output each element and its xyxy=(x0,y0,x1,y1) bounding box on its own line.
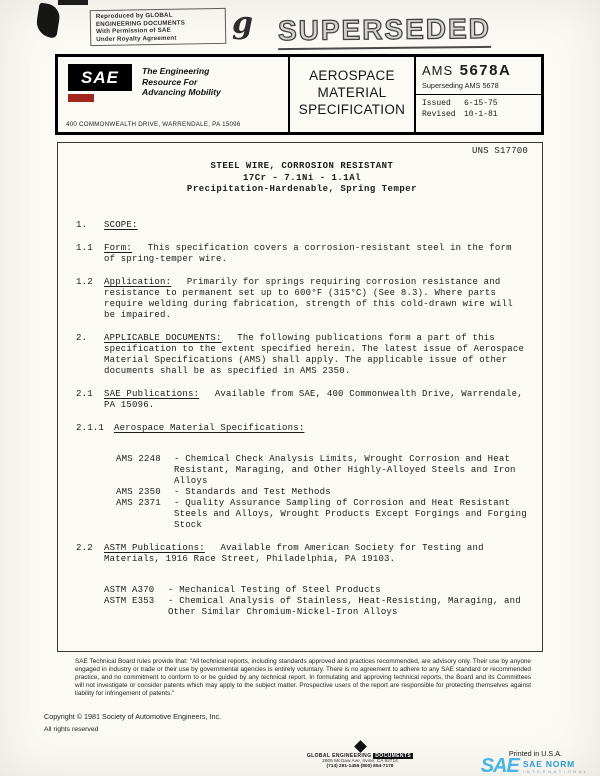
saenorm-logo xyxy=(481,757,587,775)
specification-body-box xyxy=(57,142,543,652)
rights-line: All rights reserved xyxy=(44,726,99,733)
section-application xyxy=(76,277,528,321)
superseded-stamp: SUPERSEDED xyxy=(278,15,491,50)
doc-code: AMS 2371 xyxy=(116,497,161,508)
revised-label: Revised xyxy=(422,110,456,119)
saenorm-logo-icon: SAE xyxy=(480,755,519,776)
section-sae-publications xyxy=(76,389,528,411)
section-label: Application: xyxy=(104,276,172,287)
section-number: 2.1.1 xyxy=(76,422,105,433)
section-label: Form: xyxy=(104,242,133,253)
section-label: ASTM Publications: xyxy=(104,542,205,553)
global-logo-icon: g xyxy=(232,6,253,41)
sae-logo-red-bar xyxy=(68,94,94,102)
scan-smudge xyxy=(58,0,88,5)
global-name-text: GLOBAL ENGINEERING xyxy=(306,753,374,759)
header-box xyxy=(55,54,544,135)
section-label: Aerospace Material Specifications: xyxy=(114,422,305,433)
doc-type-line: SPECIFICATION xyxy=(298,102,406,117)
saenorm-name: SAE NORM xyxy=(522,759,576,769)
sae-address: 400 COMMONWEALTH DRIVE, WARRENDALE, PA 15096 xyxy=(66,121,241,128)
list-item xyxy=(104,596,528,618)
section-text: Available from SAE, 400 Commonwealth Drive, Warrendale, PA 15096. xyxy=(104,388,523,410)
section-number: 1. xyxy=(76,219,88,230)
uns-number: UNS S17700 xyxy=(471,146,528,156)
saenorm-text-block xyxy=(523,757,587,774)
doc-desc: - Quality Assurance Sampling of Corrosion and Heat Resistant Steels and Alloys, Wrought Products Except Forgings and Forging Stock xyxy=(174,497,527,530)
header-left-cell xyxy=(58,57,288,132)
saenorm-subtitle: I N T E R N A T I O N A L xyxy=(522,769,587,774)
section-form xyxy=(76,243,528,265)
global-name-highlight: DOCUMENTS xyxy=(375,753,412,759)
doc-type-line: AEROSPACE xyxy=(309,68,395,83)
section-applicable-documents xyxy=(76,333,528,377)
section-astm-publications xyxy=(76,543,528,565)
doc-code: ASTM A370 xyxy=(104,584,155,595)
list-item xyxy=(116,498,528,531)
section-text: This specification covers a corrosion-resistant steel in the form of spring-temper wire. xyxy=(104,242,512,264)
doc-code: AMS 2350 xyxy=(116,486,161,497)
header-right-cell xyxy=(414,57,541,132)
list-item xyxy=(116,487,528,498)
technical-board-rules: SAE Technical Board rules provide that: "All technical reports, including standards approved and practices recommended, are advisory only. Their use by anyone engaged in industry or trade or their use by governmental agencies is entirely voluntary. There is no agreement to adhere to any SAE standard or recommended practice, and no commitment to conform to or be guided by any technical report. In formulating and approving technical reports, the Board and its Committees will not investigate or consider patents which may apply to the subject matter. Prospective users of the report are responsible for protecting themselves against liability for infringement of patents." xyxy=(75,658,531,697)
revised-date: 10-1-81 xyxy=(464,110,498,119)
spec-title-line: Precipitation-Hardenable, Spring Temper xyxy=(186,184,418,194)
doc-number-prefix: AMS xyxy=(422,63,454,78)
section-text: Available from American Society for Testing and Materials, 1916 Race Street, Philadelphia, PA 19103. xyxy=(104,542,484,564)
sae-tagline xyxy=(142,66,221,98)
global-engineering-stamp xyxy=(285,742,435,769)
astm-document-list xyxy=(104,585,528,618)
stamp-line: Reproduced by GLOBAL xyxy=(95,11,173,21)
doc-type-line: MATERIAL xyxy=(317,85,387,100)
issued-label: Issued xyxy=(422,99,451,108)
global-phone: (714) 261-1455 (800) 854-7179 xyxy=(326,764,394,769)
issue-dates xyxy=(416,95,541,123)
tagline-line: The Engineering xyxy=(142,66,210,76)
revised-row xyxy=(422,109,535,120)
doc-desc: - Chemical Analysis of Stainless, Heat-Resisting, Maraging, and Other Similar Chromium-Nickel-Iron Alloys xyxy=(168,595,521,617)
section-label: SCOPE: xyxy=(104,219,138,230)
sae-logo-icon: SAE xyxy=(68,64,132,91)
section-text: The following publications form a part of this specification to the extent specified herein. The latest issue of Aerospace Material Specifications (AMS) shall apply. The applicable issue of other documents shall be as specified in AMS 2350. xyxy=(104,332,525,376)
doc-code: ASTM E353 xyxy=(104,595,155,606)
section-number: 2.2 xyxy=(76,542,93,553)
copyright-line: Copyright © 1981 Society of Automotive Engineers, Inc. xyxy=(44,712,222,721)
stamp-line: ENGINEERING DOCUMENTS xyxy=(95,19,186,28)
specification-body xyxy=(58,143,542,618)
spec-title xyxy=(76,161,528,196)
global-diamond-icon xyxy=(354,740,367,753)
stamp-line: Under Royalty Agreement xyxy=(96,34,177,43)
doc-code: AMS 2248 xyxy=(116,453,161,464)
reproduced-by-stamp xyxy=(90,8,227,47)
section-number: 1.2 xyxy=(76,276,93,287)
list-item xyxy=(116,454,528,487)
issued-date: 6-15-75 xyxy=(464,99,498,108)
superseding-note: Superseding AMS 5678 xyxy=(416,81,541,95)
section-ams-specifications xyxy=(76,423,528,434)
doc-desc: - Chemical Check Analysis Limits, Wrought Corrosion and Heat Resistant, Maraging, and Other Highly-Alloyed Steels and Iron Alloys xyxy=(174,453,516,486)
section-text: Primarily for springs requiring corrosion resistance and resistance to permanent set up to 600°F (315°C) (See 8.3). Where parts require welding during fabrication, strength of this cold-drawn wire will be impaired. xyxy=(104,276,513,320)
printed-in-usa: Printed in U.S.A. xyxy=(508,749,562,758)
section-label: APPLICABLE DOCUMENTS: xyxy=(104,332,222,343)
doc-type-title xyxy=(288,57,414,132)
doc-desc: - Mechanical Testing of Steel Products xyxy=(168,584,381,595)
spec-title-line: STEEL WIRE, CORROSION RESISTANT xyxy=(210,161,394,171)
section-label: SAE Publications: xyxy=(104,388,200,399)
tagline-line: Resource For xyxy=(142,76,198,87)
section-number: 1.1 xyxy=(76,242,93,253)
issued-row xyxy=(422,98,535,109)
section-number: 2.1 xyxy=(76,388,93,399)
ams-document-list xyxy=(116,454,528,531)
doc-number: 5678A xyxy=(459,62,512,79)
tagline-line: Advancing Mobility xyxy=(142,87,221,97)
doc-number-row xyxy=(416,57,541,81)
section-scope xyxy=(76,220,528,231)
global-address: 2805 McGaw Ave, Irvine, CA 92714 xyxy=(322,759,398,764)
doc-desc: - Standards and Test Methods xyxy=(174,486,331,497)
scan-smudge xyxy=(35,2,62,38)
stamp-line: With Permission of SAE xyxy=(96,26,171,36)
spec-title-line: 17Cr - 7.1Ni - 1.1Al xyxy=(242,172,362,183)
section-number: 2. xyxy=(76,332,88,343)
list-item xyxy=(104,585,528,596)
